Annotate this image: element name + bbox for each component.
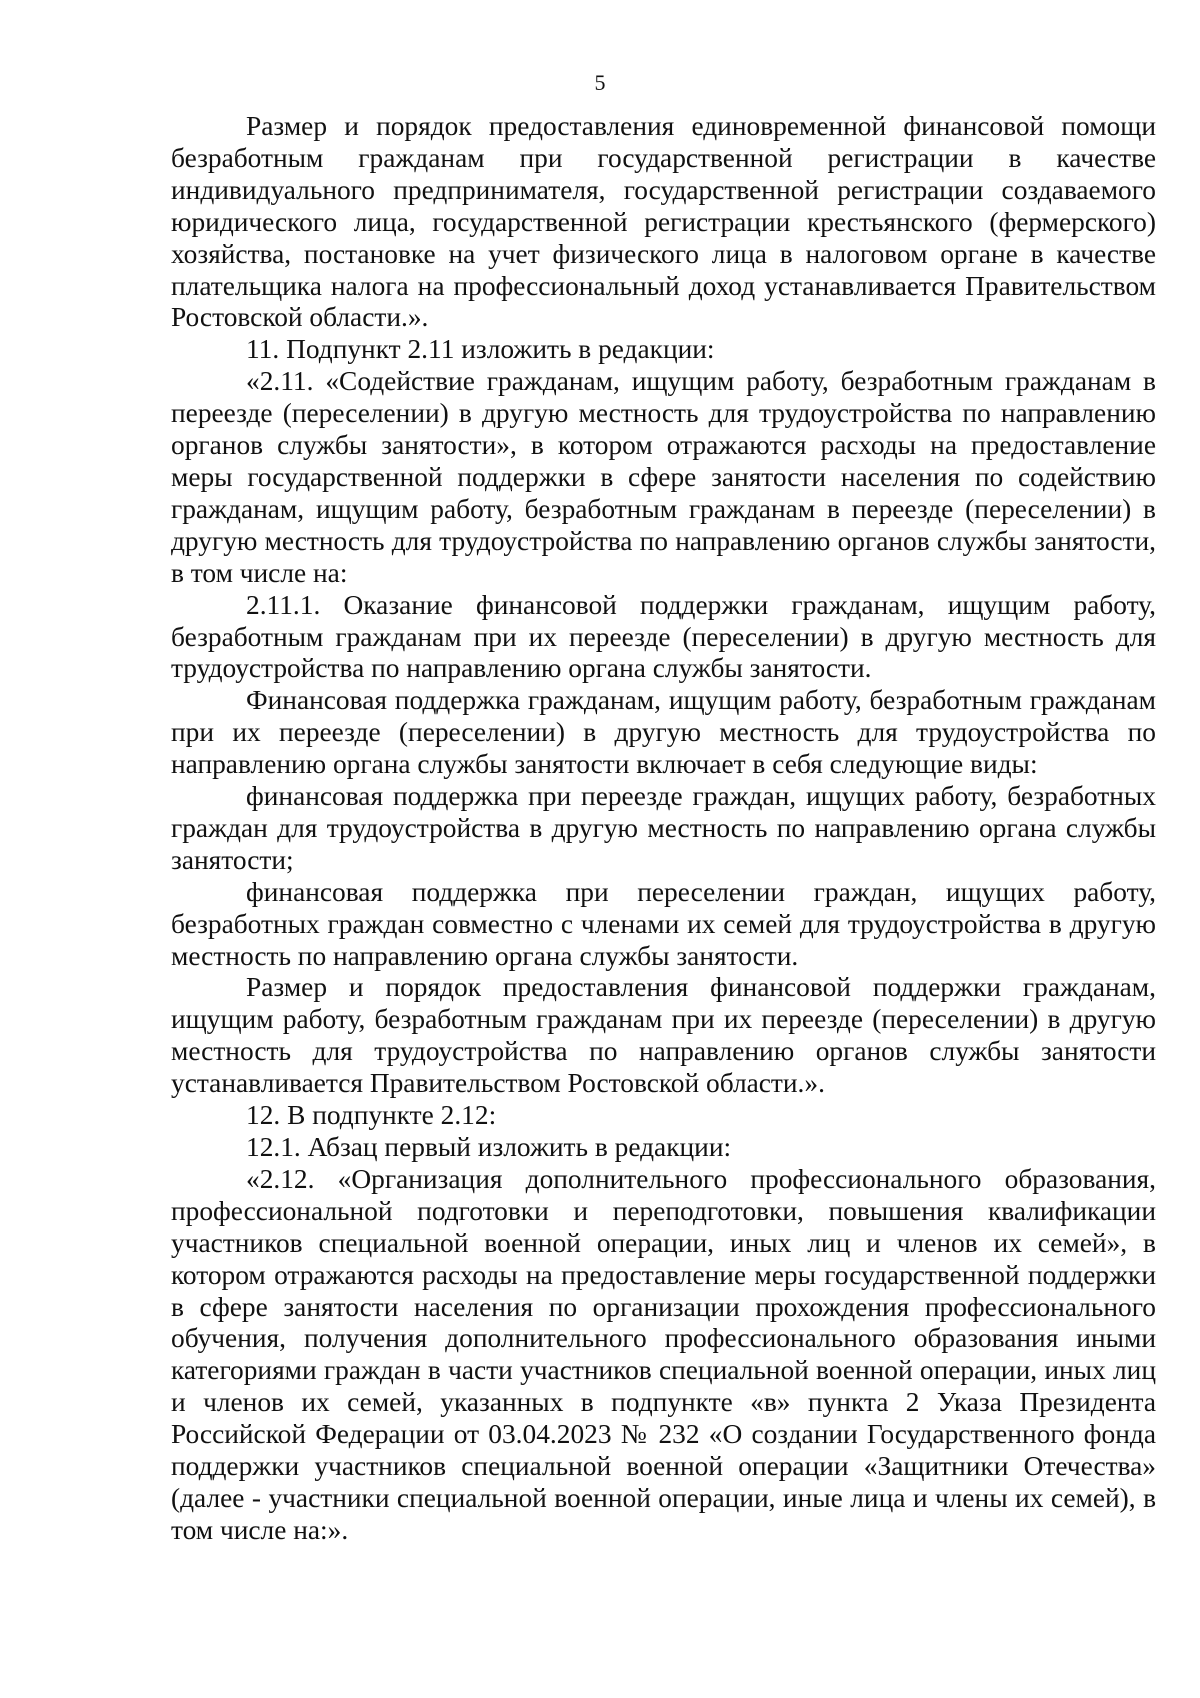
paragraph-item-11: 11. Подпункт 2.11 изложить в редакции: xyxy=(246,334,715,365)
document-body xyxy=(171,111,1156,1547)
paragraph-subitem-2-12: «2.12. «Организация дополнительного профессионального образования, профессиональной подготовки и переподготовки, повышения квалификации участников специальной военной операции, иных лиц и членов их семей», в котором отражаются расходы на предоставление меры государственной поддержки в сфере занятости населения по организации прохождения профессионального обучения, получения дополнительного профессионального образования иными категориями граждан в части участников специальной военной операции, иных лиц и членов их семей, указанных в подпункте «в» пункта 2 Указа Президента Российской Федерации от 03.04.2023 № 232 «О создании Государственного фонда поддержки участников специальной военной операции «Защитники Отечества» (далее - участники специальной военной операции, иные лица и члены их семей), в том числе на:». xyxy=(171,1163,1156,1545)
paragraph-item-12-1: 12.1. Абзац первый изложить в редакции: xyxy=(246,1132,732,1162)
paragraph-size-and-procedure-financial-aid: Размер и порядок предоставления единовременной финансовой помощи безработным гражданам при государственной регистрации в качестве индивидуального предпринимателя, государственной регистрации создаваемого юридического лица, государственной регистрации крестьянского (фермерского) хозяйства, постановке на учет физического лица в налоговом органе в качестве плательщика налога на профессиональный доход устанавливается Правительством Ростовской области.». xyxy=(171,111,1156,333)
paragraph-subitem-2-11: «2.11. «Содействие гражданам, ищущим работу, безработным гражданам в переезде (переселении) в другую местность для трудоустройства по направлению органов службы занятости», в котором отражаются расходы на предоставление меры государственной поддержки в сфере занятости населения по содействию гражданам, ищущим работу, безработным гражданам в переезде (переселении) в другую местность для трудоустройства по направлению органов службы занятости, в том числе на: xyxy=(171,366,1156,588)
paragraph-item-12: 12. В подпункте 2.12: xyxy=(246,1100,497,1131)
paragraph-financial-support-types: Финансовая поддержка гражданам, ищущим работу, безработным гражданам при их переезде (переселении) в другую местность для трудоустройства по направлению органа службы занятости включает в себя следующие виды: xyxy=(171,685,1156,780)
page-number: 5 xyxy=(594,70,606,95)
paragraph-size-and-procedure-support: Размер и порядок предоставления финансовой поддержки гражданам, ищущим работу, безработным гражданам при их переезде (переселении) в другую местность для трудоустройства по направлению органов службы занятости устанавливается Правительством Ростовской области.». xyxy=(171,972,1156,1099)
paragraph-support-relocation: финансовая поддержка при переезде граждан, ищущих работу, безработных граждан для трудоустройства в другую местность по направлению органа службы занятости; xyxy=(171,781,1156,875)
paragraph-subitem-2-11-1: 2.11.1. Оказание финансовой поддержки гражданам, ищущим работу, безработным гражданам при их переезде (переселении) в другую местность для трудоустройства по направлению органа службы занятости. xyxy=(171,589,1156,684)
paragraph-support-resettlement: финансовая поддержка при переселении граждан, ищущих работу, безработных граждан совместно с членами их семей для трудоустройства в другую местность по направлению органа службы занятости. xyxy=(171,876,1156,971)
